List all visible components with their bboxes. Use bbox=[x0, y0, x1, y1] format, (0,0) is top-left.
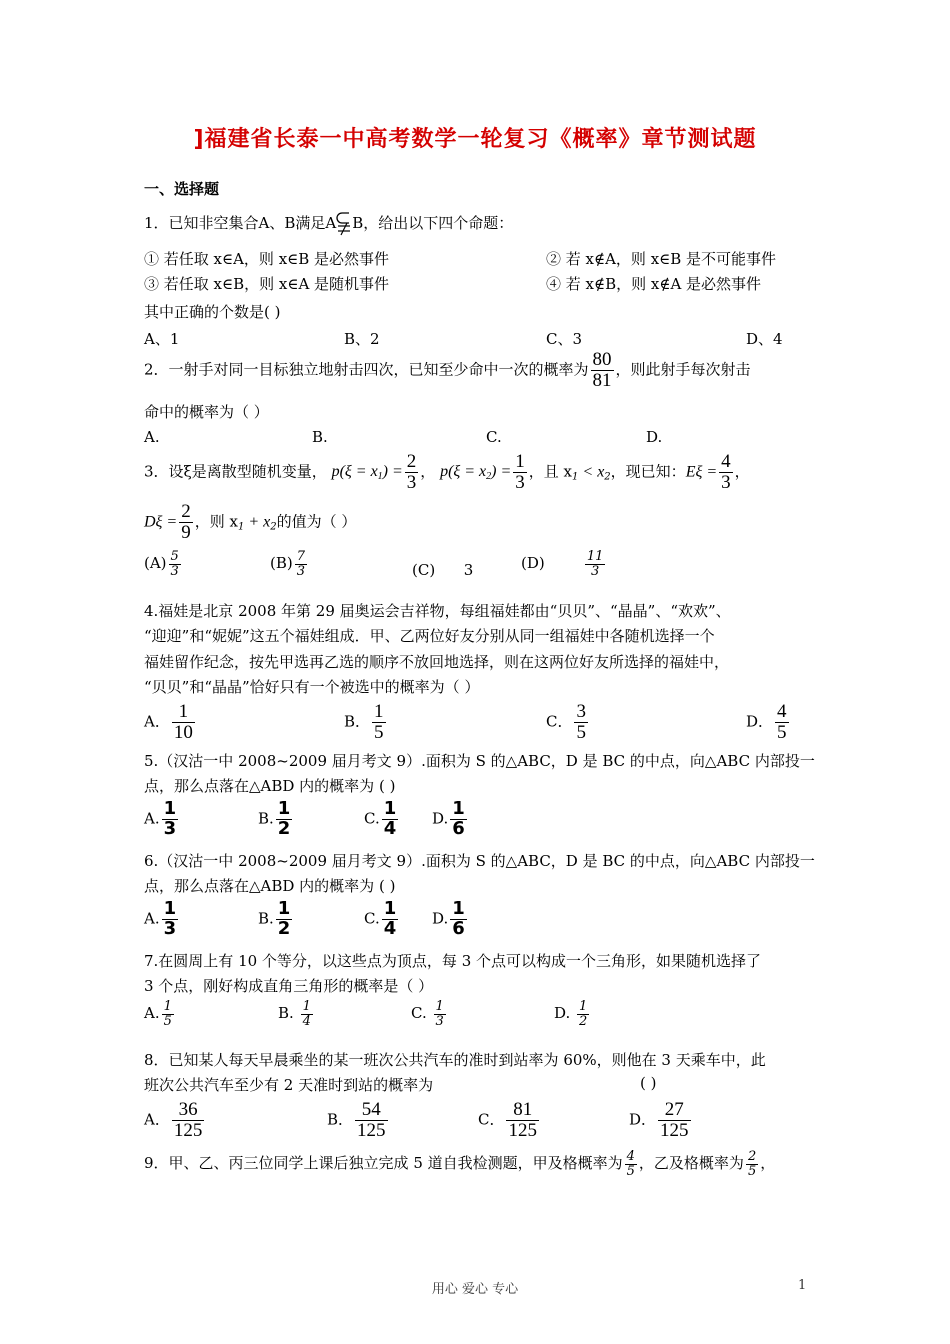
q9-stem-end: ， bbox=[760, 1154, 776, 1173]
fraction-numerator: 5 bbox=[170, 549, 179, 564]
fraction-numerator: 36 bbox=[172, 1100, 205, 1121]
q1-ask: 其中正确的个数是( ) bbox=[144, 303, 281, 321]
option-label: (C) bbox=[412, 561, 436, 579]
fraction-numerator: 4 bbox=[777, 701, 787, 722]
q4-option-d bbox=[746, 702, 791, 743]
option-label: C. bbox=[364, 909, 380, 928]
q3-fraction-d bbox=[179, 502, 193, 543]
q7-option-b-fraction bbox=[301, 1000, 313, 1028]
option-label: A． bbox=[144, 1110, 170, 1129]
q8-line-2: 班次公共汽车至少有 2 天准时到站的概率为 bbox=[144, 1076, 434, 1094]
fraction-denominator: 125 bbox=[357, 1119, 386, 1141]
q7-line-2: 3 个点，刚好构成直角三角形的概率是（ ） bbox=[144, 977, 434, 995]
q4-line-1: 4.福娃是北京 2008 年第 29 届奥运会吉祥物，每组福娃都由“贝贝”、“晶晶”、“欢欢”、 bbox=[144, 602, 731, 620]
fraction-numerator: 27 bbox=[658, 1100, 691, 1121]
option-label: C． bbox=[478, 1110, 505, 1129]
q7-option-d bbox=[554, 1000, 591, 1028]
fraction-numerator: 1 bbox=[277, 798, 291, 819]
q1-proposition-1: ① 若任取 x∈A，则 x∈B 是必然事件 bbox=[144, 250, 390, 268]
q7-option-c-fraction bbox=[434, 1000, 446, 1028]
page-footer: 用心 爱心 专心 bbox=[431, 1282, 519, 1297]
q3-p1-text: p(ξ = x bbox=[331, 463, 378, 481]
q5-option-c bbox=[364, 800, 400, 839]
q7-option-a bbox=[144, 1000, 176, 1028]
fraction-denominator: 9 bbox=[181, 521, 191, 543]
fraction-numerator: 81 bbox=[506, 1100, 539, 1121]
q8-answer-paren: ( ) bbox=[640, 1074, 657, 1092]
q6-option-c-fraction bbox=[382, 900, 399, 939]
q2-option-b: B. bbox=[312, 428, 328, 446]
q4-option-a-fraction bbox=[172, 702, 195, 743]
q5-option-d-fraction bbox=[450, 800, 467, 839]
q5-option-c-fraction bbox=[382, 800, 399, 839]
fraction-denominator: 4 bbox=[302, 1013, 311, 1029]
option-label: A. bbox=[144, 809, 160, 828]
option-label: A. bbox=[144, 909, 160, 928]
question-1-stem bbox=[144, 210, 513, 238]
fraction-denominator: 5 bbox=[576, 721, 586, 743]
fraction-numerator: 2 bbox=[406, 451, 417, 472]
q3-option-c bbox=[412, 561, 473, 579]
fraction-numerator: 1 bbox=[172, 702, 195, 723]
fraction-denominator: 2 bbox=[277, 917, 291, 939]
q3-p2-text: p(ξ = x bbox=[440, 463, 487, 481]
q8-line-1: 8．已知某人每天早晨乘坐的某一班次公共汽车的准时到站率为 60%，则他在 3 天乘车中，此 bbox=[144, 1051, 766, 1069]
q9-stem-a: 9．甲、乙、丙三位同学上课后独立完成 5 道自我检测题，甲及格概率为 bbox=[144, 1154, 623, 1173]
q5-option-a bbox=[144, 800, 180, 839]
q5-option-b-fraction bbox=[276, 800, 293, 839]
q6-option-c bbox=[364, 900, 400, 939]
q8-option-b bbox=[327, 1100, 390, 1141]
fraction-denominator: 4 bbox=[383, 817, 397, 839]
fraction-numerator: 1 bbox=[163, 999, 172, 1014]
q3-fraction-1 bbox=[405, 452, 419, 493]
option-label: (A) bbox=[144, 554, 167, 573]
q3-value: 的值为（ ） bbox=[276, 512, 357, 531]
q5-line-2: 点，那么点落在△ABD 内的概率为 ( ) bbox=[144, 777, 396, 795]
fraction-denominator: 10 bbox=[173, 721, 193, 743]
q8-option-a-fraction bbox=[172, 1100, 205, 1141]
q7-option-d-fraction bbox=[577, 1000, 589, 1028]
fraction-denominator: 125 bbox=[508, 1119, 537, 1141]
q2-option-c: C. bbox=[486, 428, 502, 446]
question-2-stem bbox=[144, 350, 751, 391]
q5-option-d bbox=[432, 800, 469, 839]
q3-option-d-fraction bbox=[585, 550, 606, 578]
q5-option-b bbox=[258, 800, 294, 839]
q6-option-b bbox=[258, 900, 294, 939]
fraction-numerator: 1 bbox=[383, 898, 397, 919]
q3-plus: + x bbox=[244, 513, 271, 531]
fraction-numerator: 4 bbox=[721, 451, 731, 472]
option-label: D. bbox=[432, 809, 449, 828]
fraction-numerator: 1 bbox=[374, 701, 384, 722]
fraction-denominator: 5 bbox=[374, 721, 384, 743]
fraction-denominator: 6 bbox=[452, 917, 465, 939]
fraction-denominator: 3 bbox=[170, 563, 179, 579]
option-label: C. bbox=[411, 1004, 427, 1023]
fraction-numerator: 1 bbox=[277, 898, 291, 919]
q8-option-c-fraction bbox=[506, 1100, 539, 1141]
q1-proposition-2: ② 若 x∉A，则 x∈B 是不可能事件 bbox=[546, 250, 777, 268]
q6-option-b-fraction bbox=[276, 900, 293, 939]
q8-option-c bbox=[478, 1100, 541, 1141]
q2-stem-c: 命中的概率为（ ） bbox=[144, 403, 269, 421]
fraction-numerator: 1 bbox=[163, 898, 177, 919]
fraction-numerator: 1 bbox=[579, 999, 588, 1014]
q7-option-a-fraction bbox=[162, 1000, 174, 1028]
q6-line-1: 6.（汉沽一中 2008~2009 届月考文 9）.面积为 S 的△ABC，D 是 BC 的中点，向△ABC 内部投一 bbox=[144, 852, 815, 870]
q3-stem-a: 3．设ξ是离散型随机变量， bbox=[144, 462, 327, 481]
fraction-numerator: 2 bbox=[181, 501, 191, 522]
option-label: A． bbox=[144, 712, 170, 731]
q5-option-a-fraction bbox=[162, 800, 179, 839]
q3-option-b-fraction bbox=[295, 550, 307, 578]
q4-option-b-fraction bbox=[372, 702, 386, 743]
fraction-denominator: 6 bbox=[452, 817, 465, 839]
q1-stem-a: 1．已知非空集合A、B满足A bbox=[144, 214, 337, 232]
q4-line-2: “迎迎”和“妮妮”这五个福娃组成．甲、乙两位好友分别从同一组福娃中各随机选择一个 bbox=[144, 627, 715, 645]
fraction-numerator: 2 bbox=[747, 1149, 757, 1164]
q4-option-b bbox=[344, 702, 388, 743]
question-3-stem-line2: Dξ = $\frac{2}{9}$ ，则 $x_1 + x_2$的值为（ ） bbox=[144, 501, 357, 543]
fraction-denominator: 3 bbox=[591, 563, 600, 579]
q8-option-a bbox=[144, 1100, 206, 1141]
q1-proposition-3: ③ 若任取 x∈B，则 x∈A 是随机事件 bbox=[144, 275, 390, 293]
q3-known: ，现已知： bbox=[610, 462, 686, 481]
q1-option-b: B、2 bbox=[344, 330, 380, 348]
q3-option-d bbox=[521, 550, 607, 578]
option-label: D. bbox=[432, 909, 449, 928]
q2-stem-b: ，则此射手每次射击 bbox=[615, 360, 751, 379]
fraction-numerator: 1 bbox=[383, 798, 397, 819]
q2-stem-a: 2．一射手对同一目标独立地射击四次，已知至少命中一次的概率为 bbox=[144, 360, 589, 379]
q4-line-3: 福娃留作纪念，按先甲选再乙选的顺序不放回地选择，则在这两位好友所选择的福娃中， bbox=[144, 653, 730, 671]
q8-option-b-fraction bbox=[355, 1100, 388, 1141]
option-label: C. bbox=[364, 809, 380, 828]
q6-option-a-fraction bbox=[162, 900, 179, 939]
section-heading: 一、选择题 bbox=[144, 180, 220, 198]
q4-line-4: “贝贝”和“晶晶”恰好只有一个被选中的概率为（ ） bbox=[144, 678, 480, 696]
fraction-denominator: 81 bbox=[592, 369, 612, 391]
fraction-numerator: 54 bbox=[355, 1100, 388, 1121]
fraction-denominator: 5 bbox=[626, 1163, 635, 1179]
q1-option-c: C、3 bbox=[546, 330, 583, 348]
q7-line-1: 7.在圆周上有 10 个等分，以这些点为顶点，每 3 个点可以构成一个三角形，如果随机选择了 bbox=[144, 952, 762, 970]
fraction-denominator: 4 bbox=[383, 917, 397, 939]
q3-lt: < x bbox=[578, 463, 605, 481]
page-title: ]福建省长泰一中高考数学一轮复习《概率》章节测试题 bbox=[193, 127, 757, 152]
q3-p1-end: ) = bbox=[382, 463, 403, 481]
q5-line-1: 5.（汉沽一中 2008~2009 届月考文 9）.面积为 S 的△ABC，D 是 BC 的中点，向△ABC 内部投一 bbox=[144, 752, 815, 770]
fraction-denominator: 125 bbox=[173, 1119, 203, 1141]
q6-option-d-fraction bbox=[450, 900, 467, 939]
q4-option-d-fraction bbox=[775, 702, 789, 743]
q9-fraction-1 bbox=[625, 1150, 637, 1178]
fraction-denominator: 3 bbox=[296, 563, 306, 579]
q7-option-b bbox=[278, 1000, 315, 1028]
option-label: D． bbox=[746, 712, 774, 731]
q4-option-c bbox=[546, 702, 590, 743]
q3-option-a-fraction bbox=[169, 550, 181, 578]
q3-option-a bbox=[144, 550, 183, 578]
q1-option-a: A、1 bbox=[144, 330, 180, 348]
q3-cond: ，且 x bbox=[528, 462, 573, 481]
fraction-denominator: 5 bbox=[777, 721, 787, 743]
option-label: (D) bbox=[521, 554, 545, 573]
option-label: (B) bbox=[270, 554, 293, 573]
q3-option-c-value: 3 bbox=[463, 561, 474, 579]
fraction-denominator: 3 bbox=[163, 817, 177, 839]
q3-p2-end: ) = bbox=[491, 463, 512, 481]
q3-option-b bbox=[270, 550, 309, 578]
fraction-numerator: 1 bbox=[515, 451, 525, 472]
page-number: 1 bbox=[798, 1278, 807, 1293]
q3-prob-1: $p(\xi = x_1)$ = bbox=[331, 463, 403, 483]
question-3-stem: 3．设ξ是离散型随机变量， $p(\xi = x_1)$ = $\frac{2}{3}$ ， $p(\xi = x_2)$ = $\frac{1}{3}$ ，且 $x_1 < x_2$，现已知：Eξ = $\frac{4}{3}$ ， bbox=[144, 451, 750, 493]
q4-option-c-fraction bbox=[574, 702, 588, 743]
option-label: B. bbox=[278, 1004, 294, 1023]
q7-option-c bbox=[411, 1000, 448, 1028]
fraction-numerator: 1 bbox=[163, 798, 177, 819]
q3-variance: Dξ = bbox=[144, 513, 178, 531]
q9-fraction-2 bbox=[746, 1150, 758, 1178]
q3-prob-2: $p(\xi = x_2)$ = bbox=[440, 463, 512, 483]
fraction-numerator: 1 bbox=[302, 999, 311, 1014]
fraction-denominator: 2 bbox=[277, 817, 291, 839]
fraction-numerator: 7 bbox=[296, 549, 306, 564]
q2-fraction bbox=[591, 350, 614, 391]
fraction-denominator: 3 bbox=[435, 1013, 444, 1029]
fraction-denominator: 3 bbox=[721, 471, 731, 493]
option-label: D． bbox=[629, 1110, 657, 1129]
q2-option-a: A. bbox=[144, 428, 160, 446]
fraction-denominator: 3 bbox=[163, 917, 177, 939]
q8-option-d-fraction bbox=[658, 1100, 691, 1141]
q3-fraction-2 bbox=[513, 452, 527, 493]
fraction-numerator: 1 bbox=[435, 999, 444, 1014]
fraction-numerator: 4 bbox=[626, 1149, 635, 1164]
q1-option-d: D、4 bbox=[746, 330, 783, 348]
q6-option-a bbox=[144, 900, 180, 939]
fraction-denominator: 5 bbox=[163, 1013, 172, 1029]
question-9-stem bbox=[144, 1150, 775, 1178]
q6-line-2: 点，那么点落在△ABD 内的概率为 ( ) bbox=[144, 877, 396, 895]
option-label: B. bbox=[258, 809, 274, 828]
q3-then: ，则 x bbox=[194, 512, 238, 531]
option-label: B． bbox=[327, 1110, 354, 1129]
q8-option-d bbox=[629, 1100, 693, 1141]
fraction-numerator: 3 bbox=[576, 701, 586, 722]
fraction-numerator: 11 bbox=[586, 549, 604, 564]
q4-option-a bbox=[144, 702, 197, 743]
fraction-denominator: 125 bbox=[660, 1119, 689, 1141]
proper-subset-symbol bbox=[336, 210, 352, 238]
fraction-numerator: 1 bbox=[452, 898, 465, 919]
option-label: B. bbox=[258, 909, 274, 928]
q1-stem-b: B，给出以下四个命题： bbox=[352, 214, 514, 232]
option-label: A. bbox=[144, 1004, 160, 1023]
q3-expectation: Eξ = bbox=[685, 463, 718, 481]
q3-fraction-e bbox=[719, 452, 733, 493]
option-label: D. bbox=[554, 1004, 571, 1023]
q9-stem-b: ，乙及格概率为 bbox=[638, 1154, 744, 1173]
fraction-numerator: 80 bbox=[592, 349, 612, 370]
fraction-denominator: 5 bbox=[747, 1163, 757, 1179]
fraction-denominator: 3 bbox=[515, 471, 525, 493]
q1-proposition-4: ④ 若 x∉B，则 x∉A 是必然事件 bbox=[546, 275, 762, 293]
option-label: C． bbox=[546, 712, 573, 731]
q2-option-d: D. bbox=[646, 428, 663, 446]
fraction-denominator: 3 bbox=[406, 471, 417, 493]
option-label: B． bbox=[344, 712, 371, 731]
fraction-numerator: 1 bbox=[452, 798, 465, 819]
fraction-denominator: 2 bbox=[579, 1013, 588, 1029]
q6-option-d bbox=[432, 900, 469, 939]
